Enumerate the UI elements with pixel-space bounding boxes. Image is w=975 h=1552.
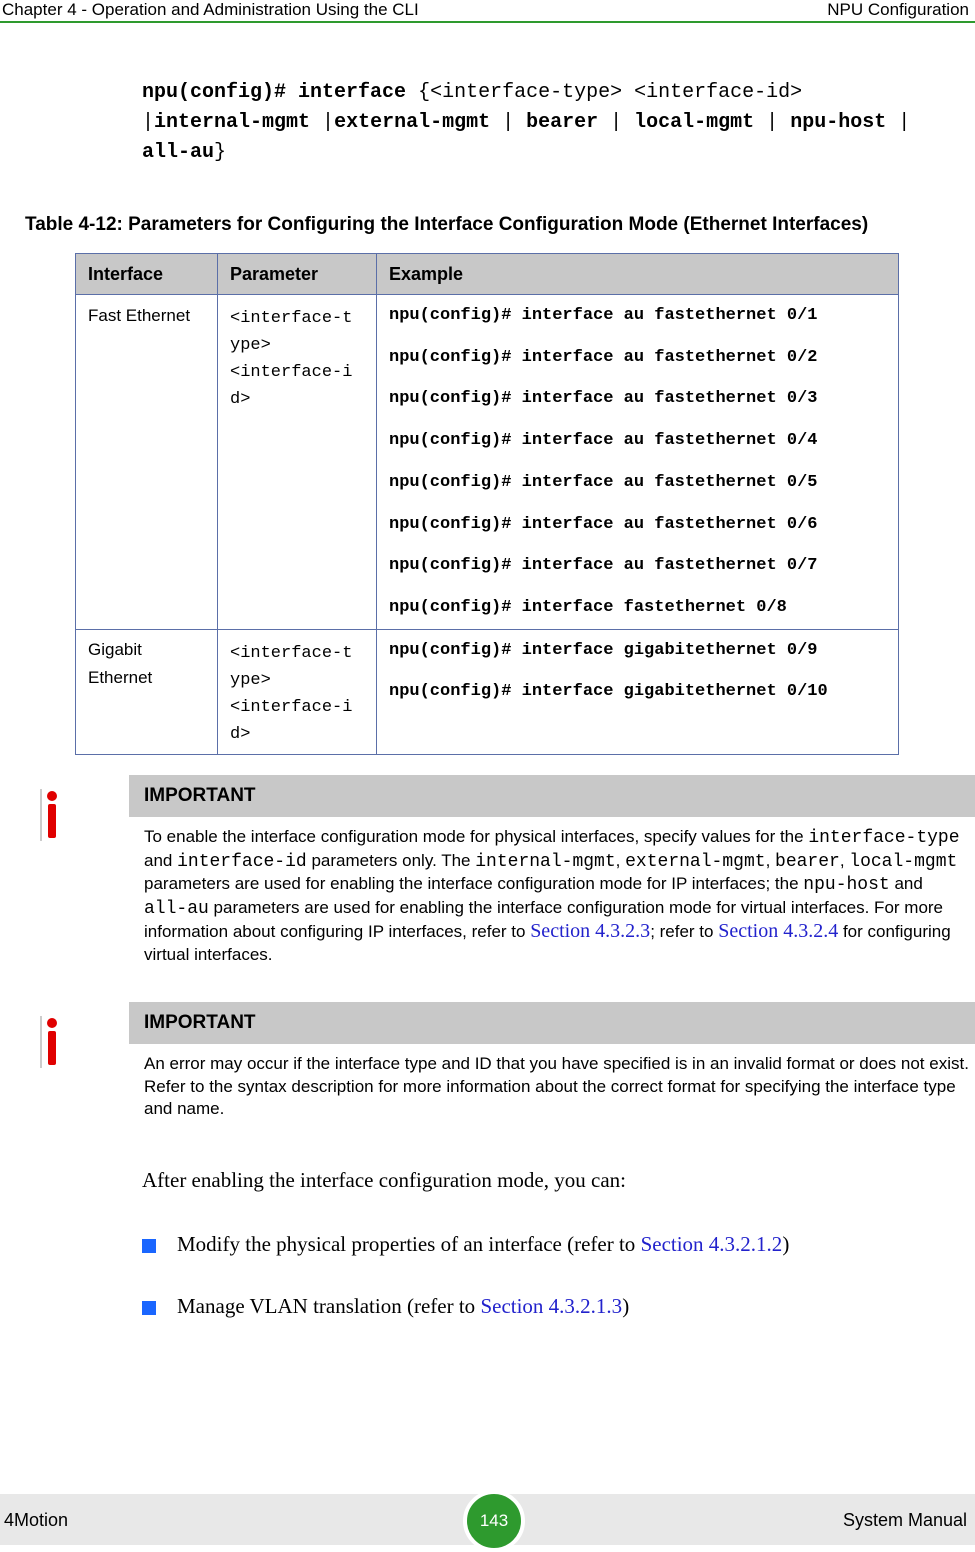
important-icon: [40, 789, 62, 841]
intro-paragraph: After enabling the interface configuration mode, you can:: [142, 1168, 626, 1192]
table-header-row: [76, 254, 899, 295]
important-text: An error may occur if the interface type and ID that you have specified is in an invalid format or does not exist. Refer to the syntax description for more information about the correct format for specifying the interface type and name.: [144, 1054, 969, 1118]
document-name: System Manual: [842, 1510, 967, 1530]
parameter-cell: [218, 295, 377, 630]
syntax-internal-mgmt: internal-mgmt: [154, 111, 311, 134]
parameter-line: ype>: [230, 670, 271, 690]
important-title: IMPORTANT: [144, 1012, 256, 1033]
example-line: npu(config)# interface fastethernet 0/8: [389, 597, 787, 617]
important-title-bar: [129, 1002, 975, 1044]
parameter-line: ype>: [230, 336, 271, 355]
important-title-bar: [129, 775, 975, 817]
example-line: npu(config)# interface au fastethernet 0/6: [389, 514, 818, 534]
product-name: 4Motion: [4, 1510, 69, 1530]
header-rule: [0, 21, 975, 23]
syntax-all-au: all-au: [142, 141, 215, 164]
syntax-pipe: |: [310, 111, 335, 134]
example-line: npu(config)# interface gigabitethernet 0/9: [389, 640, 818, 660]
syntax-npu-host: npu-host: [790, 111, 887, 134]
syntax-args: {<interface-type> <interface-id>: [406, 81, 803, 104]
parameter-line: <interface-i: [230, 363, 353, 382]
parameter-line: <interface-i: [230, 697, 353, 717]
syntax-pipe: |: [142, 111, 155, 134]
syntax-close: }: [214, 141, 227, 164]
example-line: npu(config)# interface au fastethernet 0/3: [389, 389, 818, 409]
example-line: npu(config)# interface au fastethernet 0/1: [389, 306, 818, 325]
bullet-square-icon: [142, 1301, 156, 1315]
example-line: npu(config)# interface gigabitethernet 0/10: [389, 682, 828, 702]
page-footer: [0, 1494, 975, 1545]
interface-line: Ethernet: [88, 667, 153, 687]
example-line: npu(config)# interface au fastethernet 0/5: [389, 472, 818, 492]
bullet-square-icon: [142, 1239, 156, 1253]
command-syntax: [142, 78, 952, 168]
table-caption: Table 4-12: Parameters for Configuring the Interface Configuration Mode (Ethernet Interfaces): [25, 214, 869, 235]
parameter-line: d>: [230, 390, 251, 409]
important-note: [40, 1002, 975, 1132]
example-cell: [377, 629, 899, 754]
syntax-keyword: interface: [298, 81, 407, 104]
section-link[interactable]: Section 4.3.2.4: [718, 920, 839, 942]
syntax-external-mgmt: external-mgmt: [334, 111, 491, 134]
syntax-pipe: |: [490, 111, 527, 134]
example-cell: [377, 295, 899, 630]
interface-cell: Fast Ethernet: [76, 295, 218, 630]
example-line: npu(config)# interface au fastethernet 0/7: [389, 556, 818, 576]
important-text: To enable the interface configuration mode for physical interfaces, specify values for the interface-type and interface-id parameters only. The internal-mgmt, external-mgmt, bearer, local-mgmt parameters are used for enabling the interface configuration mode for IP interfaces; the npu-host and all-au parameters are used for enabling the interface configuration mode for virtual interfaces. For more information about configuring IP interfaces, refer to Section 4.3.2.3; refer to Section 4.3.2.4 for configuring virtual interfaces.: [144, 827, 960, 964]
section-link[interactable]: Section 4.3.2.1.3: [480, 1294, 623, 1318]
example-line: npu(config)# interface au fastethernet 0/2: [389, 347, 818, 367]
syntax-prompt: npu(config)#: [142, 81, 299, 104]
interface-cell: [76, 629, 218, 754]
parameter-line: <interface-t: [230, 643, 353, 663]
section-title: NPU Configuration: [827, 0, 969, 19]
syntax-bearer: bearer: [526, 111, 599, 134]
table-row: [76, 629, 899, 754]
syntax-pipe: |: [886, 111, 911, 134]
parameters-table: [75, 253, 899, 755]
example-line: npu(config)# interface au fastethernet 0/4: [389, 431, 818, 451]
header-parameter: Parameter: [218, 254, 377, 295]
syntax-pipe: |: [754, 111, 791, 134]
table-row: [76, 295, 899, 630]
parameter-line: d>: [230, 724, 251, 744]
important-title: IMPORTANT: [144, 785, 256, 806]
header-example: Example: [377, 254, 899, 295]
section-link[interactable]: Section 4.3.2.3: [530, 920, 651, 942]
chapter-title: Chapter 4 - Operation and Administration Using the CLI: [2, 0, 419, 19]
interface-line: Gigabit: [88, 639, 142, 659]
parameter-line: <interface-t: [230, 309, 353, 328]
syntax-pipe: |: [598, 111, 635, 134]
section-link[interactable]: Section 4.3.2.1.2: [640, 1232, 783, 1256]
syntax-local-mgmt: local-mgmt: [634, 111, 755, 134]
important-note: [40, 775, 975, 975]
important-icon: [40, 1016, 62, 1068]
parameter-cell: [218, 629, 377, 754]
page-number: 143: [463, 1490, 525, 1552]
header-interface: Interface: [76, 254, 218, 295]
page-header: [0, 0, 975, 22]
